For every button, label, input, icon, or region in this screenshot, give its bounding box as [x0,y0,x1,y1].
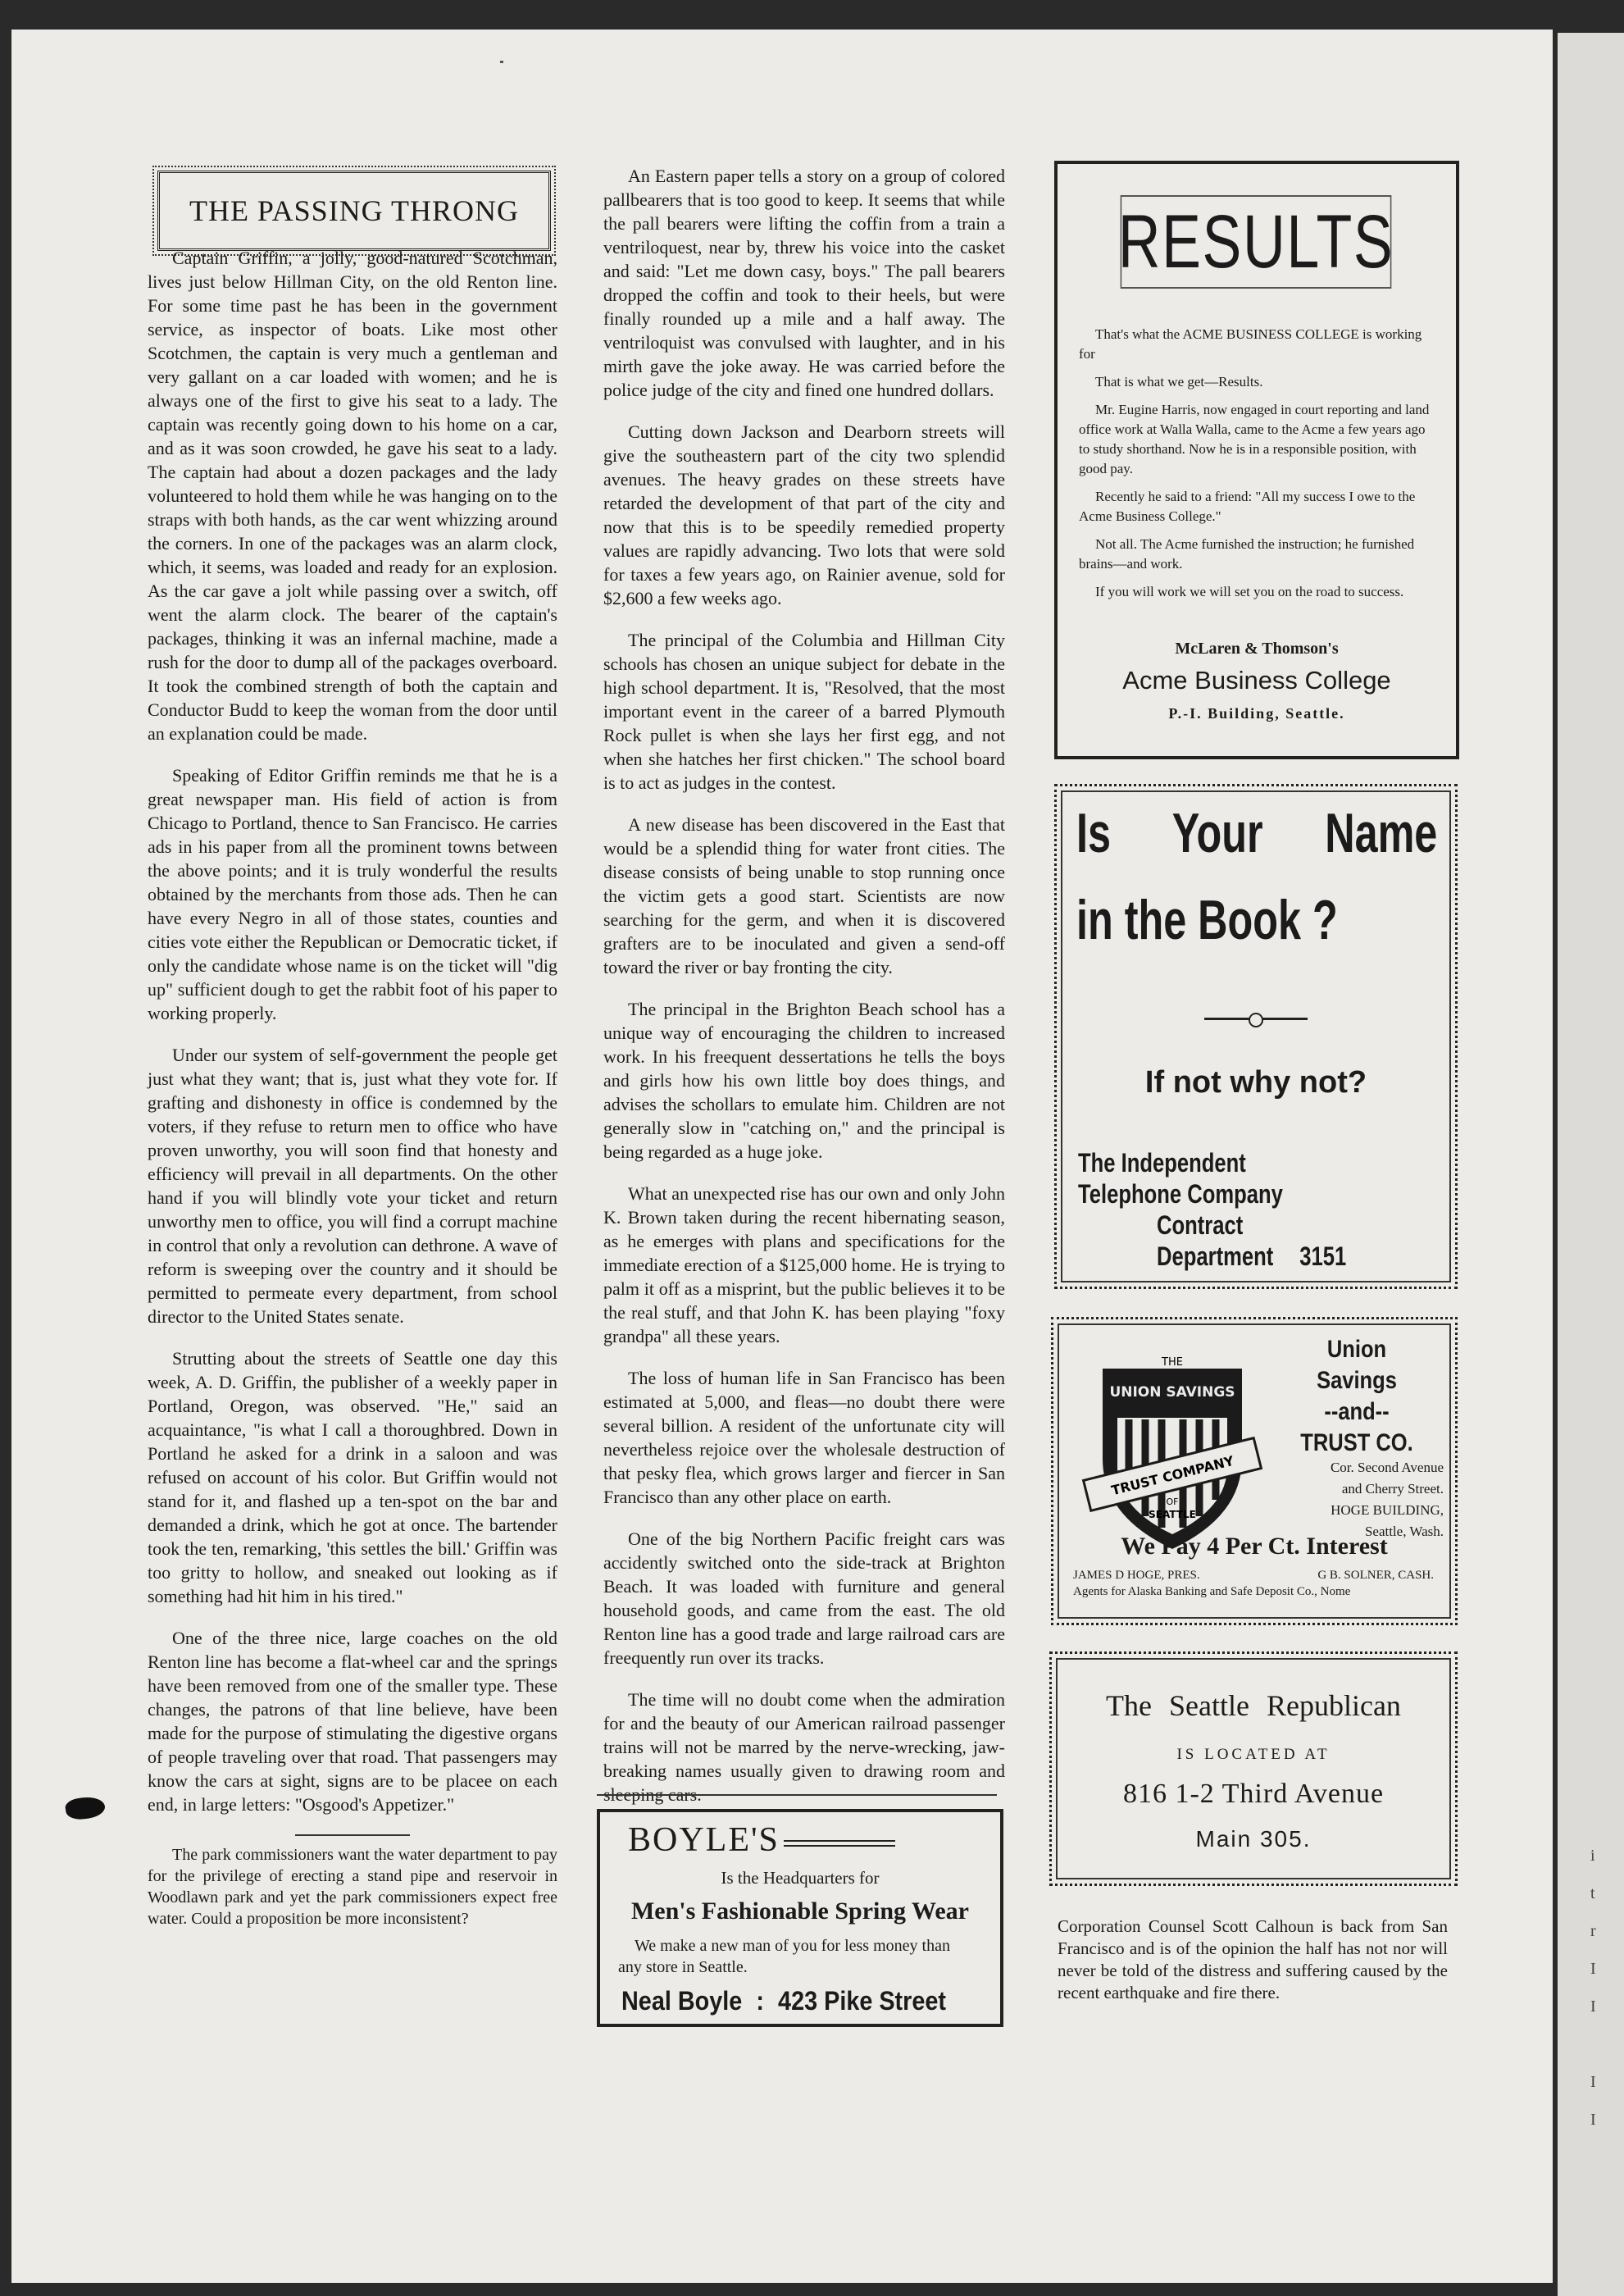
union-name [1287,1334,1426,1459]
republican-phone: Main 305. [1195,1826,1312,1852]
logo-union: UNION SAVINGS [1109,1384,1235,1401]
acme-results-ad [1054,161,1459,759]
union-name2: --and-- [1324,1398,1390,1425]
republican-located: IS LOCATED AT [1176,1746,1331,1763]
telephone-ad [1054,784,1458,1289]
adjacent-page-edge [1558,33,1624,2296]
speck [500,61,503,63]
seattle-republican-ad [1049,1651,1458,1886]
union-cashier: G B. SOLNER, CASH. [1317,1569,1434,1582]
results-line: That is what we get—Results. [1095,374,1263,390]
republican-address: 816 1-2 Third Avenue [1122,1779,1385,1809]
article-paragraph: One of the big Northern Pacific freight cars was accidently switched onto the side-track at Brighton Beach. It was loaded with furniture and general household goods, and came from the east. The old Renton line has a good trade and large railroad cars are freequently run over its tracks. [603,1528,1005,1668]
article-paragraph: What an unexpected rise has our own and only John K. Brown taken during the recent hibernating season, as he emerges with plans and specifications for the immediate erection of a $125,000 home. He is trying to palm it off as a misprint, but the public believes it to be the real stuff, and that John K. has been playing "foxy grandpa" all these years. [603,1183,1005,1346]
article-paragraph: Under our system of self-government the people get just what they want; that is, just what they vote for. If grafting and dishonesty in office is condemned by the voters, if they refuse to return men to office who have proven unworthy, you will soon find that honesty and efficiency will prevail in all departments. On the other hand if you will blindly vote your ticket and return unworthy men to office, you will find a corrupt machine in control that only a revolution can dethrone. A wave of reform is sweeping over the country and it should be permitted to permeate every department, from school director to the United States senate. [148,1045,557,1327]
article-paragraph: Speaking of Editor Griffin reminds me that he is a great newspaper man. His field of action is from Chicago to Portland, thence to San Francisco. He carries ads in his paper from all the prominent towns between the above points; and it is truly wonderful the results obtained by the merchants from those ads. Then he can have every Negro in all of those states, counties and cities vote either the Republican or Democratic ticket, if only the candidate whose name is on the ticket will "dig up" sufficient dough to get the rabbit foot of his paper to working properly. [148,765,557,1023]
section-divider [295,1834,410,1836]
column-divider [597,1794,997,1796]
union-addr2: and Cherry Street. [1341,1481,1444,1496]
boyles-name: BOYLE'S [628,1821,780,1859]
results-proprietors: McLaren & Thomson's [1175,640,1339,658]
logo-top: THE [1162,1356,1183,1369]
logo-city: SEATTLE [1149,1509,1196,1520]
article-paragraph: The principal of the Columbia and Hillman City schools has chosen an unique subject for debate in the high school department. It is, "Resolved, that the most important event in the career of a barred Plymouth Rock pullet is when she lays her first egg, and not when she hatches her first chicken." The school board is to act as judges in the contest. [603,630,1005,793]
article-paragraph: Cutting down Jackson and Dearborn streets will give the southeastern part of the city two splendid avenues. The heavy grades on these streets have retarded the development of that part of the city and now that this is to be speedily remedied property values are rapidly advancing. Two lots that were sold for taxes a few years ago, on Rainier avenue, sold for $2,600 a few weeks ago. [603,421,1005,608]
dept-number: 3151 [1299,1241,1347,1271]
results-college: Acme Business College [1122,666,1391,695]
article-paragraph: A new disease has been discovered in the East that would be a splendid thing for water front cities. The disease consists of being unable to stop running once the victim gets a good start. Scientists are now searching for the germ, and when it is discovered grafters are to be inoculated and given a send-off toward the river or bay fronting the city. [603,814,1005,977]
results-line: Not all. The Acme furnished the instruction; he furnished brains—and work. [1079,536,1415,572]
ornament-divider [1204,1018,1308,1020]
union-savings-logo [1078,1344,1267,1557]
boyles-tagline: Is the Headquarters for [721,1868,880,1888]
calhoun-paragraph: Corporation Counsel Scott Calhoun is back from San Francisco and is of the opinion the half has not nor will never be told of the distress and suffering caused by the recent earthquake and fire there. [1058,1916,1448,2002]
logo-of: OF [1166,1496,1179,1507]
article-paragraph: An Eastern paper tells a story on a group of colored pallbearers that is too good to keep. It seems that while the pall bearers were lifting the coffin from a train a ventriloquest, near by, threw his voice into the casket and said: "Let me down casy, boys." The pall bearers dropped the coffin and took to their heels, but were finally rounded up a mile and a half away. The ventriloquist was convulsed with laughter, and in his mirth gave the joke away. He was carried before the police judge of the city and fined one hundred dollars. [603,166,1005,400]
article-paragraph: The principal in the Brighton Beach school has a unique way of encouraging the children to increased work. In his freequent dessertations he tells the boys and girls how his own little boy does things, and advises the schollars to emulate him. Children are not generally slow in "catching on," and the principal is being regarded as a huge joke. [603,999,1005,1162]
telephone-company [1078,1147,1346,1272]
telephone-line2: in the Book ? [1076,889,1338,951]
boyles-address: 423 Pike Street [778,1986,946,2016]
union-addr4: Seattle, Wash. [1364,1524,1444,1539]
results-location: P.-I. Building, Seattle. [1168,705,1345,722]
company-line2: Telephone Company [1078,1179,1283,1209]
logo-trust: TRUST COMPANY [1109,1452,1235,1499]
republican-title: The Seattle Republican [1106,1689,1401,1722]
adjacent-page-marks: i t r I I I I [1590,1847,1596,2129]
results-line: Mr. Eugine Harris, now engaged in court reporting and land office work at Walla Walla, came to the Acme a few years ago to study shorthand. Now he is in a responsible position, with good pay. [1079,402,1430,476]
boyles-separator: : [756,1986,764,2016]
boyles-product: Men's Fashionable Spring Wear [630,1897,969,1925]
article-paragraph: One of the three nice, large coaches on the old Renton line has become a flat-wheel car and the springs have been removed from one of the smaller type. These changes, the patrons of that line believe, have been made for the purpose of stimulating the digestive organs of people traveling over that road. That passengers may know the cars at sight, signs are to be placee on each end, in large letters: "Osgood's Appetizer." [148,1628,557,1815]
union-addr3: HOGE BUILDING, [1331,1502,1444,1518]
dept-label: Department [1157,1241,1274,1271]
results-line: If you will work we will set you on the road to success. [1095,584,1404,599]
boyles-footer [621,1986,946,2016]
dept-line2 [1078,1241,1346,1272]
telephone-why: If not why not? [1144,1065,1367,1100]
union-savings-ad [1051,1317,1458,1625]
article-paragraph: The time will no doubt come when the admiration for and the beauty of our American railroad passenger trains will not be marred by the nerve-wrecking, jaw-breaking names usually given to drawing room and sleeping cars. [603,1689,1005,1805]
boyles-owner: Neal Boyle [621,1986,743,2016]
article-paragraph: Captain Griffin, a jolly, good-natured Scotchman, lives just below Hillman City, on the old Renton line. For some time past he has been in the government service, as inspector of boats. Like most other Scotchmen, the captain is very much a gentleman and very gallant on a car loaded with women; and he is always one of the first to give his seat to a lady. The captain was recently going down to his home on a car, and as it was soon crowded, he gave his seat to a lady. The captain had about a dozen packages and the lady volunteered to hold them while he was hanging on to the straps with both hands, as the car went whizzing around the corners. In one of the packages was an alarm clock, which, it seems, was loaded and ready for an explosion. As the car gave a jolt while passing over a switch, off went the alarm clock. The bearer of the captain's packages, thinking it was an infernal machine, made a rush for the door to dump all of the packages overboard. It took the combined strength of both the captain and Conductor Budd to keep the woman from the door until an explanation could be made. [148,248,557,744]
boyles-description: We make a new man of you for less money than any store in Seattle. [618,1937,950,1976]
union-name3: TRUST CO. [1300,1429,1413,1456]
company-line1: The Independent [1078,1148,1246,1178]
union-addr1: Cor. Second Avenue [1330,1460,1444,1475]
ornament-line [784,1840,895,1847]
results-line: That's what the ACME BUSINESS COLLEGE is working for [1079,326,1422,362]
article-paragraph: The loss of human life in San Francisco has been estimated at 5,000, and fleas—no doubt there were several billion. A resident of the unfortunate city will nevertheless rejoice over the wholesale destruction of that pesky flea, which grows larger and fiercer in San Francisco than any other place on earth. [603,1368,1005,1507]
results-body [1079,325,1436,610]
article-paragraph: The park commissioners want the water department to pay for the privilege of erecting a stand pipe and reservoir in Woodlawn park and yet the park commissioners expect free water. Could a proposition be more inconsistent? [148,1846,557,1928]
boyles-ad [597,1809,1003,2027]
union-name1: Union Savings [1317,1336,1397,1394]
results-line: Recently he said to a friend: "All my success I owe to the Acme Business College." [1079,489,1416,524]
union-officers [1073,1567,1434,1583]
column-2 [603,164,1005,1824]
column-heading: THE PASSING THRONG [157,171,551,251]
results-headline: RESULTS [1121,195,1392,289]
telephone-line1: Is Your Name [1076,802,1438,864]
union-address [1291,1457,1444,1542]
article-paragraph: Strutting about the streets of Seattle one day this week, A. D. Griffin, the publisher of a weekly paper in Portland, Oregon, was observed. "He," said an acquaintance, "is what I call a thoroughbred. Down in Portland he asked for a drink in a saloon and was refused on account of his color. But Griffin would not stand for it, and flashed up a ten-spot on the bar and demanded a drink, which he got at once. The bartender took the ten, remarking, 'this settles the bill.' Griffin was too gritty to hollow, and sneaked out looking as if something had hit him in his tired." [148,1348,557,1606]
dept-line1: Contract [1157,1210,1244,1240]
column-1 [148,246,557,1947]
union-president: JAMES D HOGE, PRES. [1073,1569,1200,1582]
union-interest: We Pay 4 Per Ct. Interest [1121,1533,1388,1560]
union-agents: Agents for Alaska Banking and Safe Deposit Co., Nome [1073,1585,1351,1598]
